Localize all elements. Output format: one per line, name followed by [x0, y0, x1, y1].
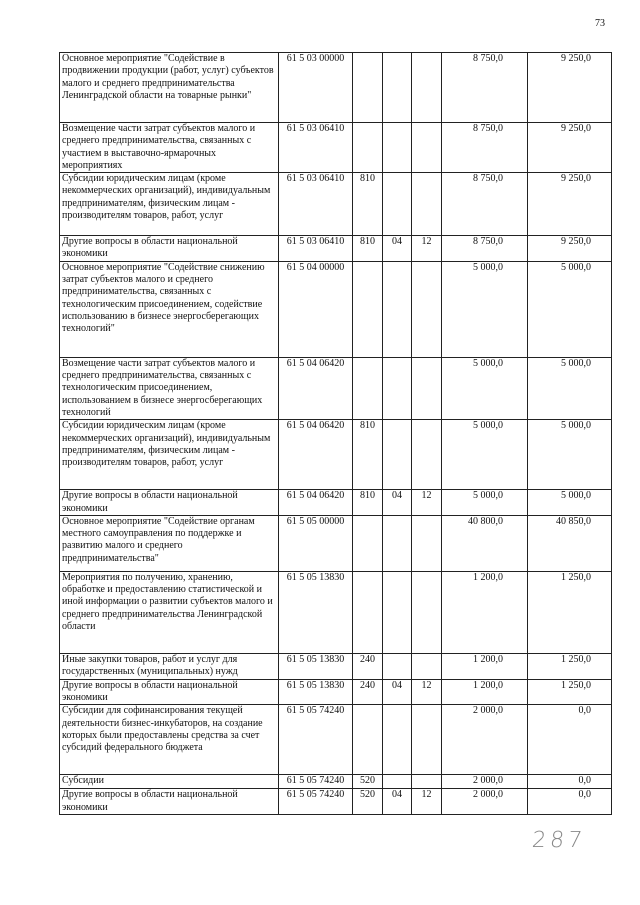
row-code-cell: 61 5 03 06410 [279, 236, 353, 262]
row-pr-cell [412, 571, 442, 653]
row-code-cell: 61 5 04 06420 [279, 420, 353, 490]
row-amount-2-cell: 1 250,0 [528, 571, 612, 653]
row-amount-2-cell: 5 000,0 [528, 420, 612, 490]
row-rz-cell [383, 123, 412, 173]
row-amount-1-cell: 2 000,0 [442, 775, 528, 789]
row-amount-1-cell: 8 750,0 [442, 173, 528, 236]
row-pr-cell [412, 53, 442, 123]
row-rz-cell: 04 [383, 789, 412, 815]
row-amount-2-cell: 0,0 [528, 775, 612, 789]
row-name-cell: Возмещение части затрат субъектов малого и среднего предпринимательства, связанных с участием в выставочно-ярмарочных мероприятиях [60, 123, 279, 173]
row-pr-cell [412, 123, 442, 173]
row-name-cell: Другие вопросы в области национальной экономики [60, 490, 279, 516]
table-row [60, 420, 612, 490]
row-pr-cell [412, 705, 442, 775]
table-row [60, 357, 612, 419]
row-vr-cell [353, 123, 383, 173]
row-name-cell: Субсидии [60, 775, 279, 789]
row-name-cell: Субсидии для софинансирования текущей деятельности бизнес-инкубаторов, на создание которых были предоставлены средства за счет субсидий федерального бюджета [60, 705, 279, 775]
row-name-cell: Субсидии юридическим лицам (кроме некоммерческих организаций), индивидуальным предпринимателям, физическим лицам - производителям товаров, работ, услуг [60, 420, 279, 490]
table-row [60, 571, 612, 653]
row-code-cell: 61 5 04 06420 [279, 357, 353, 419]
row-amount-2-cell: 9 250,0 [528, 236, 612, 262]
row-code-cell: 61 5 05 13830 [279, 679, 353, 705]
row-pr-cell: 12 [412, 679, 442, 705]
row-amount-1-cell: 1 200,0 [442, 571, 528, 653]
row-amount-1-cell: 2 000,0 [442, 705, 528, 775]
row-amount-1-cell: 8 750,0 [442, 236, 528, 262]
row-code-cell: 61 5 03 06410 [279, 123, 353, 173]
table-row [60, 653, 612, 679]
row-rz-cell [383, 775, 412, 789]
table-row [60, 789, 612, 815]
row-vr-cell [353, 571, 383, 653]
row-code-cell: 61 5 03 00000 [279, 53, 353, 123]
handwritten-page-number: 287 [530, 828, 588, 853]
row-vr-cell [353, 357, 383, 419]
row-vr-cell: 240 [353, 679, 383, 705]
row-vr-cell: 810 [353, 173, 383, 236]
row-vr-cell: 520 [353, 789, 383, 815]
row-rz-cell: 04 [383, 490, 412, 516]
table-row [60, 775, 612, 789]
row-name-cell: Основное мероприятие "Содействие в продвижении продукции (работ, услуг) субъектов малого и среднего предпринимательства Ленинградской области на товарные рынки" [60, 53, 279, 123]
budget-table-body [60, 53, 612, 815]
row-name-cell: Иные закупки товаров, работ и услуг для государственных (муниципальных) нужд [60, 653, 279, 679]
row-code-cell: 61 5 05 74240 [279, 775, 353, 789]
table-row [60, 236, 612, 262]
row-pr-cell [412, 261, 442, 357]
table-row [60, 53, 612, 123]
table-row [60, 515, 612, 571]
budget-table [59, 52, 612, 815]
row-vr-cell: 810 [353, 490, 383, 516]
row-code-cell: 61 5 05 13830 [279, 653, 353, 679]
row-code-cell: 61 5 05 00000 [279, 515, 353, 571]
row-pr-cell: 12 [412, 789, 442, 815]
row-pr-cell [412, 420, 442, 490]
row-vr-cell: 810 [353, 236, 383, 262]
row-vr-cell: 810 [353, 420, 383, 490]
row-code-cell: 61 5 04 00000 [279, 261, 353, 357]
row-pr-cell [412, 357, 442, 419]
row-rz-cell [383, 261, 412, 357]
row-amount-1-cell: 1 200,0 [442, 679, 528, 705]
table-row [60, 261, 612, 357]
row-rz-cell [383, 173, 412, 236]
row-amount-1-cell: 5 000,0 [442, 261, 528, 357]
row-rz-cell [383, 515, 412, 571]
row-rz-cell [383, 653, 412, 679]
row-amount-2-cell: 1 250,0 [528, 679, 612, 705]
row-rz-cell [383, 705, 412, 775]
row-vr-cell [353, 515, 383, 571]
row-amount-1-cell: 8 750,0 [442, 53, 528, 123]
row-amount-2-cell: 5 000,0 [528, 261, 612, 357]
row-pr-cell: 12 [412, 236, 442, 262]
table-row [60, 490, 612, 516]
row-name-cell: Субсидии юридическим лицам (кроме некоммерческих организаций), индивидуальным предпринимателям, физическим лицам - производителям товаров, работ, услуг [60, 173, 279, 236]
row-amount-2-cell: 5 000,0 [528, 357, 612, 419]
row-rz-cell: 04 [383, 679, 412, 705]
row-name-cell: Возмещение части затрат субъектов малого и среднего предпринимательства, связанных с технологическим присоединением, использованием в бизнесе энергосберегающих технологий [60, 357, 279, 419]
row-amount-1-cell: 5 000,0 [442, 420, 528, 490]
row-amount-1-cell: 5 000,0 [442, 490, 528, 516]
row-rz-cell: 04 [383, 236, 412, 262]
row-name-cell: Мероприятия по получению, хранению, обработке и предоставлению статистической и иной информации о развитии субъектов малого и среднего предпринимательства Ленинградской области [60, 571, 279, 653]
row-name-cell: Основное мероприятие "Содействие органам местного самоуправления по поддержке и развитию малого и среднего предпринимательства" [60, 515, 279, 571]
row-pr-cell [412, 653, 442, 679]
row-amount-1-cell: 8 750,0 [442, 123, 528, 173]
row-code-cell: 61 5 04 06420 [279, 490, 353, 516]
row-amount-2-cell: 5 000,0 [528, 490, 612, 516]
row-amount-2-cell: 1 250,0 [528, 653, 612, 679]
row-amount-1-cell: 1 200,0 [442, 653, 528, 679]
row-name-cell: Другие вопросы в области национальной экономики [60, 679, 279, 705]
row-name-cell: Основное мероприятие "Содействие снижению затрат субъектов малого и среднего предпринимательства, связанных с технологическим присоединением, содействие использованию в бизнесе энергосберегающих технологий" [60, 261, 279, 357]
row-code-cell: 61 5 05 74240 [279, 705, 353, 775]
row-vr-cell [353, 261, 383, 357]
page-number: 73 [595, 18, 605, 29]
row-rz-cell [383, 420, 412, 490]
row-amount-2-cell: 0,0 [528, 789, 612, 815]
row-amount-2-cell: 40 850,0 [528, 515, 612, 571]
table-row [60, 123, 612, 173]
row-amount-2-cell: 0,0 [528, 705, 612, 775]
table-row [60, 173, 612, 236]
row-name-cell: Другие вопросы в области национальной экономики [60, 789, 279, 815]
row-vr-cell [353, 53, 383, 123]
row-name-cell: Другие вопросы в области национальной экономики [60, 236, 279, 262]
row-pr-cell [412, 173, 442, 236]
row-amount-1-cell: 5 000,0 [442, 357, 528, 419]
row-amount-1-cell: 40 800,0 [442, 515, 528, 571]
row-amount-1-cell: 2 000,0 [442, 789, 528, 815]
table-row [60, 705, 612, 775]
row-rz-cell [383, 571, 412, 653]
row-code-cell: 61 5 05 74240 [279, 789, 353, 815]
table-row [60, 679, 612, 705]
row-amount-2-cell: 9 250,0 [528, 173, 612, 236]
row-amount-2-cell: 9 250,0 [528, 123, 612, 173]
row-vr-cell [353, 705, 383, 775]
row-vr-cell: 520 [353, 775, 383, 789]
row-pr-cell [412, 515, 442, 571]
row-code-cell: 61 5 03 06410 [279, 173, 353, 236]
row-code-cell: 61 5 05 13830 [279, 571, 353, 653]
row-rz-cell [383, 53, 412, 123]
row-rz-cell [383, 357, 412, 419]
row-pr-cell [412, 775, 442, 789]
row-pr-cell: 12 [412, 490, 442, 516]
row-amount-2-cell: 9 250,0 [528, 53, 612, 123]
row-vr-cell: 240 [353, 653, 383, 679]
